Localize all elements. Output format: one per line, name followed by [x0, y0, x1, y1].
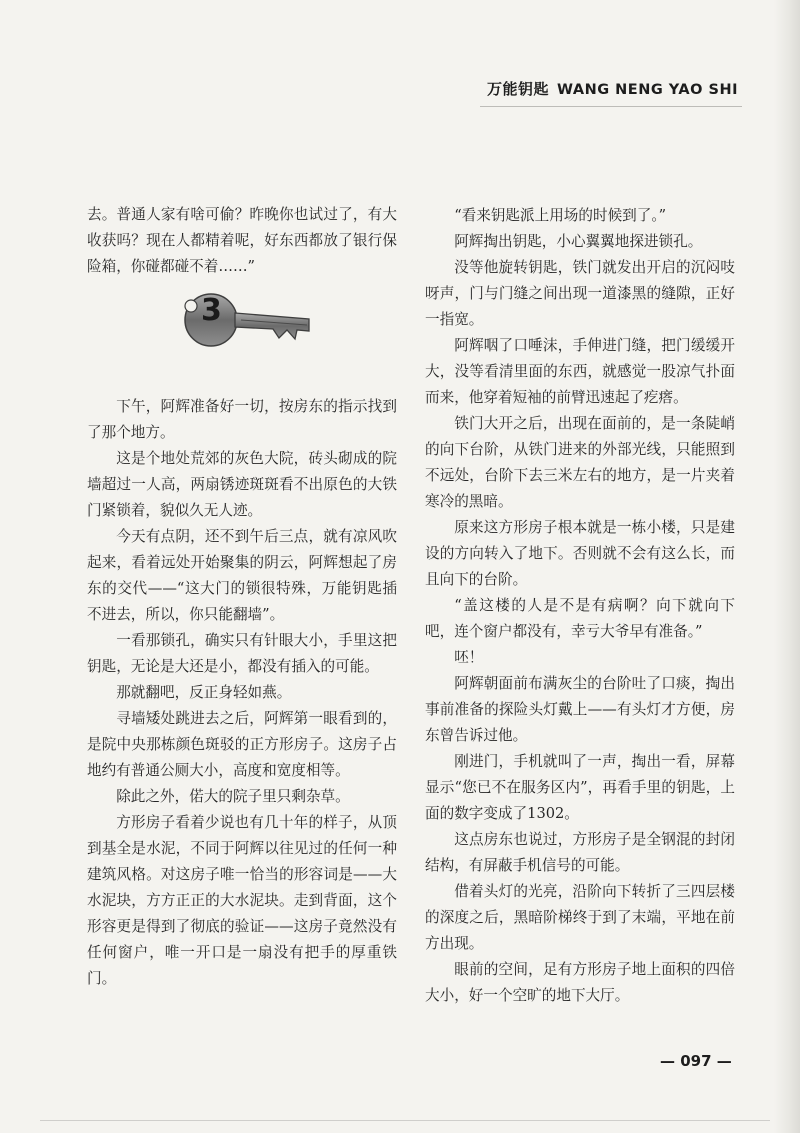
paragraph: 阿辉朝面前布满灰尘的台阶吐了口痰，掏出事前准备的探险头灯戴上——有头灯才方便，房东曾告诉过他。 [425, 675, 735, 744]
header-rule [480, 106, 742, 107]
paragraph: 阿辉掏出钥匙，小心翼翼地探进锁孔。 [454, 233, 703, 250]
paragraph: 原来这方形房子根本就是一栋小楼，只是建设的方向转入了地下。否则就不会有这么长，而且向下的台阶。 [425, 519, 735, 588]
paragraph: “盖这楼的人是不是有病啊？向下就向下吧，连个窗户都没有，幸亏大爷早有准备。” [425, 597, 735, 640]
paragraph: 除此之外，偌大的院子里只剩杂草。 [116, 788, 350, 805]
key-icon [177, 286, 317, 366]
page-spine-shadow [774, 0, 800, 1133]
right-column [425, 203, 735, 1009]
bottom-rule [40, 1120, 770, 1121]
running-header [487, 78, 737, 99]
paragraph: 刚进门，手机就叫了一声，掏出一看，屏幕显示“您已不在服务区内”，再看手里的钥匙，上面的数字变成了1302。 [425, 753, 735, 822]
header-latin-title: WANG NENG YAO SHI [557, 82, 738, 98]
paragraph: 这是个地处荒郊的灰色大院，砖头砌成的院墙超过一人高，两扇锈迹斑斑看不出原色的大铁门紧锁着，貌似久无人迹。 [87, 450, 397, 519]
paragraph: 呸！ [454, 649, 484, 666]
header-chinese-title: 万能钥匙 [487, 80, 550, 98]
paragraph: 去。普通人家有啥可偷？昨晚你也试过了，有大收获吗？现在人都精着呢，好东西都放了银行保险箱，你碰都碰不着……” [87, 206, 397, 275]
section-number-badge: 3 [201, 293, 222, 328]
page-number: — 097 — [660, 1052, 732, 1070]
paragraph: 方形房子看着少说也有几十年的样子，从顶到基全是水泥，不同于阿辉以往见过的任何一种建筑风格。对这房子唯一恰当的形容词是——大水泥块，方方正正的大水泥块。走到背面，这个形容更是得到了彻底的验证——这房子竟然没有任何窗户，唯一开口是一扇没有把手的厚重铁门。 [87, 814, 397, 987]
paragraph: “看来钥匙派上用场的时候到了。” [454, 207, 667, 224]
paragraph: 一看那锁孔，确实只有针眼大小，手里这把钥匙，无论是大还是小，都没有插入的可能。 [87, 632, 397, 675]
paragraph: 眼前的空间，足有方形房子地上面积的四倍大小，好一个空旷的地下大厅。 [425, 961, 735, 1004]
paragraph: 寻墙矮处跳进去之后，阿辉第一眼看到的，是院中央那栋颜色斑驳的正方形房子。这房子占地约有普通公厕大小，高度和宽度相等。 [87, 710, 397, 779]
paragraph: 那就翻吧，反正身轻如燕。 [116, 684, 292, 701]
paragraph: 没等他旋转钥匙，铁门就发出开启的沉闷吱呀声，门与门缝之间出现一道漆黑的缝隙，正好一指宽。 [425, 259, 735, 328]
section-key-illustration [87, 280, 397, 394]
paragraph: 借着头灯的光亮，沿阶向下转折了三四层楼的深度之后，黑暗阶梯终于到了末端，平地在前方出现。 [425, 883, 735, 952]
paragraph: 阿辉咽了口唾沫，手伸进门缝，把门缓缓开大，没等看清里面的东西，就感觉一股凉气扑面而来，他穿着短袖的前臂迅速起了疙瘩。 [425, 337, 735, 406]
paragraph: 铁门大开之后，出现在面前的，是一条陡峭的向下台阶，从铁门进来的外部光线，只能照到不远处，台阶下去三米左右的地方，是一片夹着寒冷的黑暗。 [425, 415, 735, 510]
left-column [87, 202, 397, 992]
paragraph: 今天有点阴，还不到午后三点，就有凉风吹起来，看着远处开始聚集的阴云，阿辉想起了房东的交代——“这大门的锁很特殊，万能钥匙插不进去，所以，你只能翻墙”。 [87, 528, 397, 623]
paragraph: 这点房东也说过，方形房子是全钢混的封闭结构，有屏蔽手机信号的可能。 [425, 831, 735, 874]
paragraph: 下午，阿辉准备好一切，按房东的指示找到了那个地方。 [87, 398, 397, 441]
